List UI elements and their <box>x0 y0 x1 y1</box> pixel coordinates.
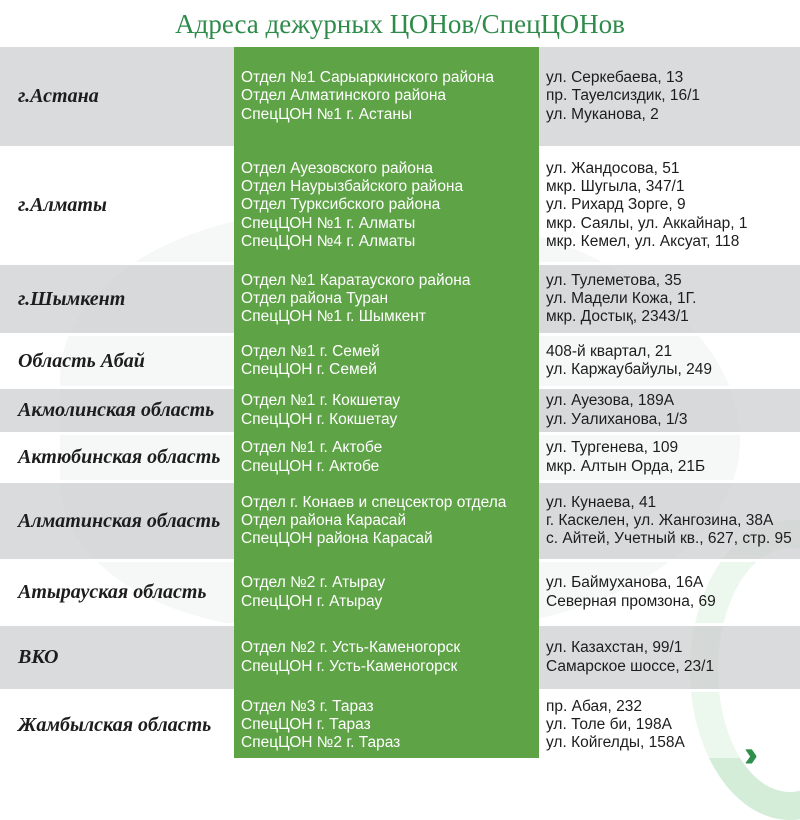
department-name: СпецЦОН №1 г. Шымкент <box>241 308 426 326</box>
department-name: СпецЦОН №4 г. Алматы <box>241 232 416 250</box>
department-cell <box>234 47 539 146</box>
address-cell <box>539 483 800 559</box>
department-name: Отдел №1 г. Актобе <box>241 439 383 457</box>
department-name: Отдел Ауезовского района <box>241 159 434 177</box>
address-text: ул. Тулеметова, 35 <box>546 271 682 289</box>
address-text: ул. Жандосова, 51 <box>546 159 680 177</box>
department-name: Отдел Алматинского района <box>241 87 447 105</box>
region-name: Актюбинская область <box>0 435 234 480</box>
department-cell <box>234 483 539 559</box>
department-name: Отдел №2 г. Атырау <box>241 574 386 592</box>
address-text: мкр. Кемел, ул. Аксуат, 118 <box>546 232 740 250</box>
address-cell <box>539 562 800 623</box>
department-cell <box>234 626 539 689</box>
department-name: СпецЦОН г. Тараз <box>241 715 371 733</box>
address-cell <box>539 389 800 432</box>
address-text: ул. Койгелды, 158А <box>546 734 685 752</box>
region-name: г.Алматы <box>0 149 234 262</box>
department-cell <box>234 336 539 386</box>
address-text: мкр. Шугыла, 347/1 <box>546 178 685 196</box>
region-name: Жамбылская область <box>0 692 234 758</box>
address-text: ул. Серкебаева, 13 <box>546 69 684 87</box>
department-name: Отдел района Карасай <box>241 511 407 529</box>
department-name: СпецЦОН г. Атырау <box>241 592 383 610</box>
address-cell <box>539 336 800 386</box>
address-text: ул. Казахстан, 99/1 <box>546 639 683 657</box>
department-name: Отдел №1 Сарыаркинского района <box>241 69 494 87</box>
address-text: г. Каскелен, ул. Жангозина, 38А <box>546 511 774 529</box>
address-cell <box>539 265 800 333</box>
department-cell <box>234 389 539 432</box>
region-name: Область Абай <box>0 336 234 386</box>
department-name: СпецЦОН г. Актобе <box>241 457 380 475</box>
department-name: Отдел г. Конаев и спецсектор отдела <box>241 493 507 511</box>
address-text: ул. Рихард Зорге, 9 <box>546 196 686 214</box>
department-name: Отдел №1 г. Семей <box>241 342 380 360</box>
address-text: мкр. Саялы, ул. Аккайнар, 1 <box>546 214 748 232</box>
address-text: Северная промзона, 69 <box>546 592 716 610</box>
region-name: Алматинская область <box>0 483 234 559</box>
address-text: ул. Уалиханова, 1/3 <box>546 410 688 428</box>
table-row <box>0 562 800 623</box>
department-name: СпецЦОН №1 г. Астаны <box>241 105 413 123</box>
department-name: Отдел Турксибского района <box>241 196 441 214</box>
department-name: Отдел №1 Каратауского района <box>241 271 471 289</box>
address-text: мкр. Алтын Орда, 21Б <box>546 457 706 475</box>
department-name: СпецЦОН г. Кокшетау <box>241 410 398 428</box>
table-row <box>0 149 800 262</box>
department-cell <box>234 149 539 262</box>
department-name: Отдел района Туран <box>241 289 389 307</box>
address-text: ул. Кунаева, 41 <box>546 493 657 511</box>
table-row <box>0 389 800 432</box>
address-text: ул. Тургенева, 109 <box>546 439 679 457</box>
region-name: Акмолинская область <box>0 389 234 432</box>
department-name: СпецЦОН г. Усть-Каменогорск <box>241 657 458 675</box>
address-cell <box>539 149 800 262</box>
address-text: ул. Баймуханова, 16А <box>546 574 704 592</box>
department-cell <box>234 562 539 623</box>
department-cell <box>234 265 539 333</box>
region-name: Атырауская область <box>0 562 234 623</box>
department-cell <box>234 692 539 758</box>
table-row <box>0 626 800 689</box>
department-cell <box>234 435 539 480</box>
department-name: Отдел №1 г. Кокшетау <box>241 392 401 410</box>
address-text: ул. Мадели Кожа, 1Г. <box>546 289 697 307</box>
table-row <box>0 336 800 386</box>
department-name: Отдел №3 г. Тараз <box>241 697 374 715</box>
address-text: ул. Каржаубайулы, 249 <box>546 361 712 378</box>
address-text: 408-й квартал, 21 <box>546 342 673 360</box>
department-name: Отдел Наурызбайского района <box>241 178 464 196</box>
double-chevron-right-icon[interactable]: ›› <box>744 733 748 774</box>
address-text: мкр. Достық, 2343/1 <box>546 308 689 326</box>
address-text: ул. Толе би, 198А <box>546 715 672 733</box>
address-text: Самарское шоссе, 23/1 <box>546 657 715 675</box>
address-cell <box>539 435 800 480</box>
region-name: ВКО <box>0 626 234 689</box>
department-name: СпецЦОН района Карасай <box>241 530 433 548</box>
department-name: СпецЦОН №1 г. Алматы <box>241 214 416 232</box>
region-name: г.Шымкент <box>0 265 234 333</box>
address-text: ул. Муканова, 2 <box>546 105 659 123</box>
table-row <box>0 435 800 480</box>
addresses-table <box>0 47 800 758</box>
address-cell <box>539 626 800 689</box>
table-row <box>0 47 800 146</box>
address-text: с. Айтей, Учетный кв., 627, стр. 95 <box>546 530 792 548</box>
address-cell <box>539 47 800 146</box>
address-text: пр. Абая, 232 <box>546 697 642 715</box>
department-name: СпецЦОН №2 г. Тараз <box>241 734 401 752</box>
department-name: Отдел №2 г. Усть-Каменогорск <box>241 639 461 657</box>
table-row <box>0 265 800 333</box>
page-title: Адреса дежурных ЦОНов/СпецЦОНов <box>175 9 625 39</box>
region-name: г.Астана <box>0 47 234 146</box>
address-text: ул. Ауезова, 189А <box>546 392 675 410</box>
table-row <box>0 483 800 559</box>
table-row <box>0 692 800 758</box>
department-name: СпецЦОН г. Семей <box>241 361 377 378</box>
address-text: пр. Тауелсиздик, 16/1 <box>546 87 701 105</box>
